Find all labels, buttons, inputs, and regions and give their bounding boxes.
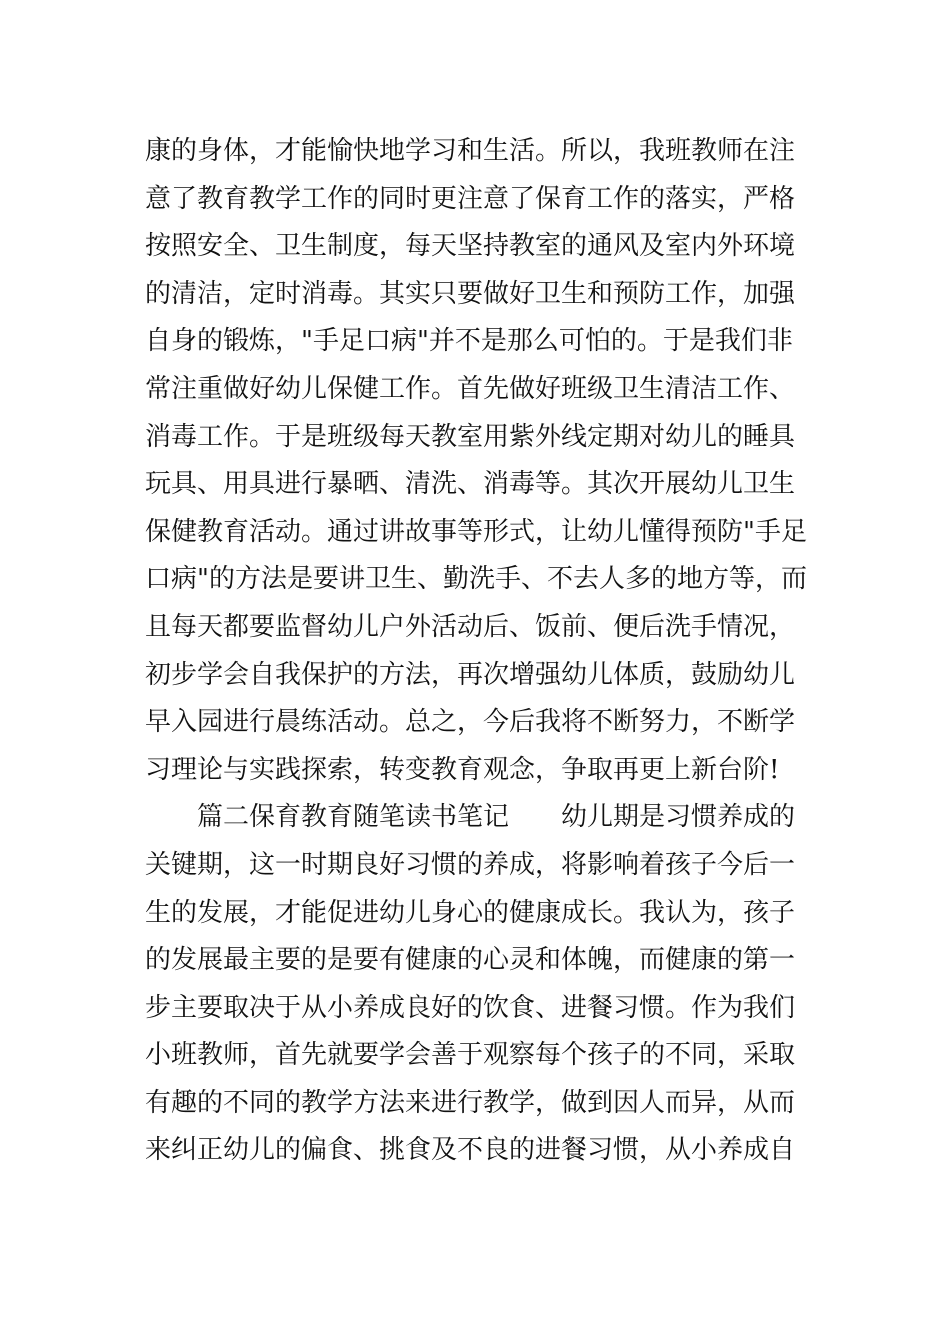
section-heading-line: 篇二保育教育随笔读书笔记 幼儿期是习惯养成的	[197, 802, 796, 833]
text-line: 的发展最主要的是要有健康的心灵和体魄，而健康的第一	[145, 945, 796, 976]
body-text	[145, 128, 815, 1175]
text-line: 常注重做好幼儿保健工作。首先做好班级卫生清洁工作、	[145, 373, 796, 404]
text-line: 康的身体，才能愉快地学习和生活。所以，我班教师在注	[145, 136, 796, 166]
text-line: 初步学会自我保护的方法，再次增强幼儿体质，鼓励幼儿	[145, 659, 796, 690]
text-line: 自身的锻炼，"手足口病"并不是那么可怕的。于是我们非	[145, 326, 793, 357]
text-line: 生的发展，才能促进幼儿身心的健康成长。我认为，孩子	[145, 897, 796, 928]
text-line: 关键期，这一时期良好习惯的养成，将影响着孩子今后一	[145, 849, 796, 880]
text-line: 保健教育活动。通过讲故事等形式，让幼儿懂得预防"手足	[145, 516, 807, 547]
text-line: 来纠正幼儿的偏食、挑食及不良的进餐习惯，从小养成自	[145, 1135, 796, 1166]
text-line: 意了教育教学工作的同时更注意了保育工作的落实，严格	[145, 183, 796, 214]
text-line: 习理论与实践探索，转变教育观念，争取再更上新台阶!	[145, 754, 780, 785]
text-line: 按照安全、卫生制度，每天坚持教室的通风及室内外环境	[145, 231, 796, 262]
text-line: 口病"的方法是要讲卫生、勤洗手、不去人多的地方等，而	[145, 564, 807, 595]
text-line: 且每天都要监督幼儿户外活动后、饭前、便后洗手情况，	[145, 611, 796, 642]
text-line: 早入园进行晨练活动。总之，今后我将不断努力，不断学	[145, 707, 796, 738]
text-line: 玩具、用具进行暴晒、清洗、消毒等。其次开展幼儿卫生	[145, 469, 796, 500]
text-line: 的清洁，定时消毒。其实只要做好卫生和预防工作，加强	[145, 278, 796, 309]
text-line: 消毒工作。于是班级每天教室用紫外线定期对幼儿的睡具	[145, 421, 796, 452]
text-line: 小班教师，首先就要学会善于观察每个孩子的不同，采取	[145, 1040, 796, 1071]
text-line: 步主要取决于从小养成良好的饮食、进餐习惯。作为我们	[145, 992, 796, 1023]
text-line: 有趣的不同的教学方法来进行教学，做到因人而异，从而	[145, 1087, 796, 1118]
